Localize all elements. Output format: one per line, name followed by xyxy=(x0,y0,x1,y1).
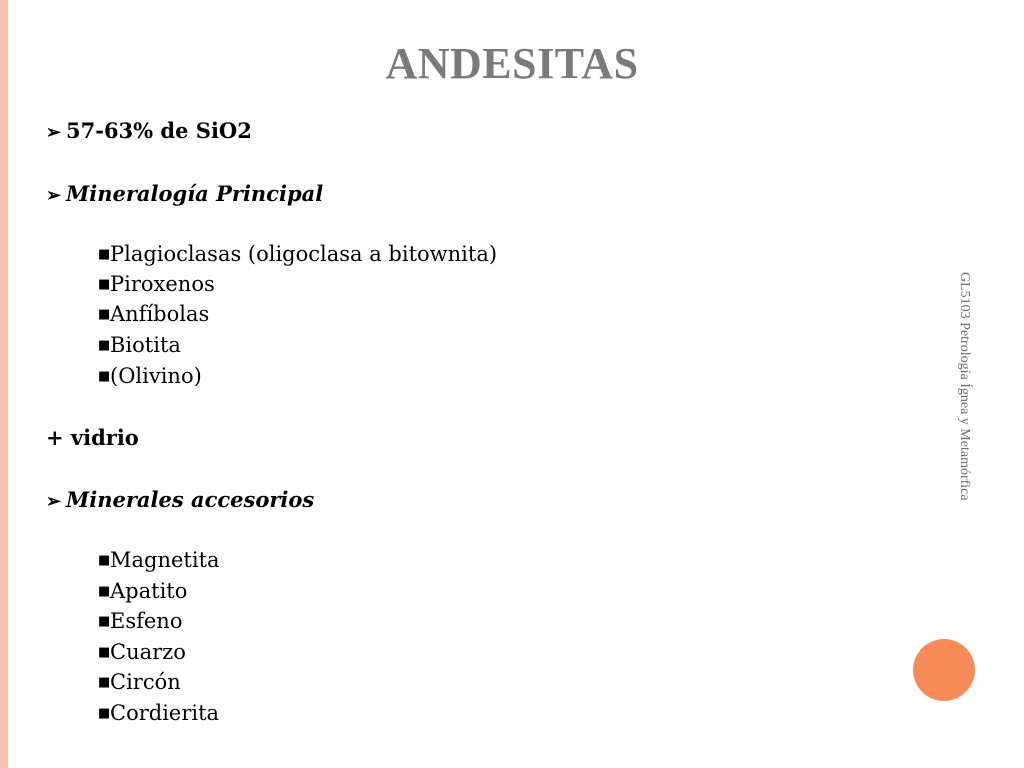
glass-line: + vidrio xyxy=(46,425,139,450)
square-bullet-icon: ■ xyxy=(98,645,111,660)
square-bullet-icon: ■ xyxy=(98,247,111,262)
list-item-label: Cordierita xyxy=(110,701,220,725)
list-item-label: Piroxenos xyxy=(110,272,215,296)
list-item xyxy=(98,364,202,388)
list-item-label: Cuarzo xyxy=(110,640,186,664)
square-bullet-icon: ■ xyxy=(98,675,111,690)
square-bullet-icon: ■ xyxy=(98,277,111,292)
list-item xyxy=(98,701,219,725)
list-item xyxy=(98,670,181,694)
accessory-heading xyxy=(46,487,314,512)
square-bullet-icon: ■ xyxy=(98,338,111,353)
list-item xyxy=(98,333,181,357)
silica-line xyxy=(46,118,252,143)
list-item-label: Apatito xyxy=(110,579,188,603)
silica-text: 57-63% de SiO2 xyxy=(66,118,252,143)
list-item xyxy=(98,272,215,296)
square-bullet-icon: ■ xyxy=(98,584,111,599)
main-mineralogy-heading xyxy=(46,181,323,206)
list-item-label: Circón xyxy=(110,670,181,694)
list-item-label: (Olivino) xyxy=(110,364,202,388)
square-bullet-icon: ■ xyxy=(98,553,111,568)
list-item-label: Esfeno xyxy=(110,609,183,633)
square-bullet-icon: ■ xyxy=(98,307,111,322)
list-item-label: Biotita xyxy=(110,333,181,357)
slide-title: ANDESITAS xyxy=(385,39,639,88)
square-bullet-icon: ■ xyxy=(98,706,111,721)
accent-circle xyxy=(913,639,975,701)
right-decoration xyxy=(976,0,1024,768)
list-item xyxy=(98,640,186,664)
course-label: GL5103 Petrología Ígnea y Metamórfica xyxy=(957,272,972,501)
accessory-heading-text: Minerales accesorios xyxy=(66,487,315,512)
list-item-label: Magnetita xyxy=(110,548,220,572)
list-item xyxy=(98,609,182,633)
left-border xyxy=(0,0,8,768)
arrow-bullet-icon: ➢ xyxy=(46,491,62,512)
arrow-bullet-icon: ➢ xyxy=(46,122,62,143)
square-bullet-icon: ■ xyxy=(98,369,111,384)
list-item xyxy=(98,242,497,266)
square-bullet-icon: ■ xyxy=(98,614,111,629)
list-item xyxy=(98,579,187,603)
list-item xyxy=(98,548,220,572)
list-item-label: Plagioclasas (oligoclasa a bitownita) xyxy=(110,242,498,266)
list-item-label: Anfíbolas xyxy=(110,302,210,326)
main-mineralogy-text: Mineralogía Principal xyxy=(66,181,324,206)
arrow-bullet-icon: ➢ xyxy=(46,185,62,206)
list-item xyxy=(98,302,209,326)
